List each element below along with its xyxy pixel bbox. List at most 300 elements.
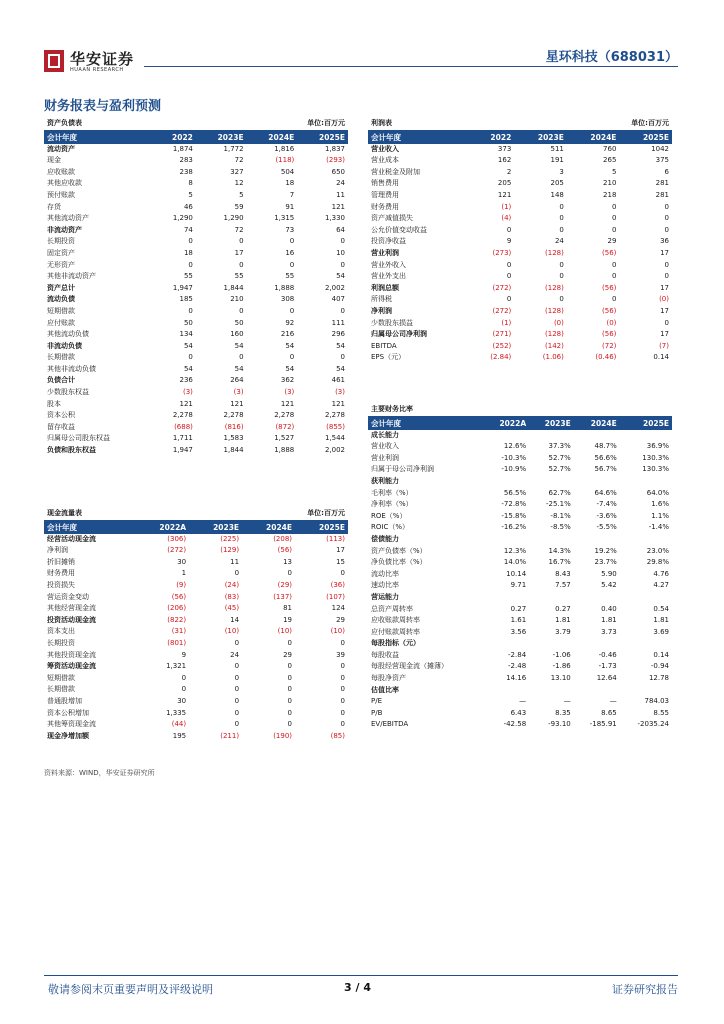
- cell-value: 23.0%: [646, 546, 669, 555]
- cell-value: [484, 638, 530, 650]
- cell-value: 81: [283, 604, 293, 613]
- cell-value: 5: [611, 167, 617, 176]
- cell-value: 74: [183, 225, 193, 234]
- cell-value: 327: [230, 167, 244, 176]
- table-header-row: [44, 130, 348, 144]
- table-unit: 单位:百万元: [242, 508, 348, 520]
- cell-value: 91: [285, 202, 295, 211]
- cell-value: 0: [287, 638, 293, 647]
- row-label: 每股经营现金流（摊薄）: [371, 662, 448, 671]
- table-row: [368, 213, 672, 225]
- cell-value: 30: [177, 696, 187, 705]
- row-label: 净利率（%）: [371, 500, 413, 509]
- table-row: [368, 696, 672, 708]
- cell-value: 11: [230, 557, 240, 566]
- cell-value: 0: [234, 638, 240, 647]
- cell-value: 0: [559, 225, 564, 234]
- cell-value: (293): [326, 156, 345, 165]
- cell-value: (271): [492, 330, 512, 339]
- row-label: 其他非流动资产: [47, 272, 96, 281]
- cell-value: 0: [611, 295, 617, 304]
- cell-value: 784.03: [644, 697, 669, 706]
- cell-value: 64.6%: [594, 488, 617, 497]
- cell-value: [529, 534, 574, 546]
- cell-value: 0: [234, 673, 240, 682]
- cell-value: (128): [545, 248, 564, 257]
- table-row: [44, 318, 348, 330]
- row-label: 其他经营现金流: [47, 604, 96, 613]
- cell-value: 0: [234, 662, 240, 671]
- cell-value: —: [519, 697, 527, 706]
- table-row: [44, 352, 348, 364]
- cell-value: 1,321: [166, 662, 187, 671]
- cell-value: [574, 685, 620, 697]
- cell-value: 121: [331, 399, 345, 408]
- row-label: 存货: [47, 202, 61, 211]
- table-row: [44, 178, 348, 190]
- cell-value: 0.54: [653, 604, 669, 613]
- row-label: 流动资产: [47, 144, 75, 153]
- table-row: [44, 557, 348, 569]
- cell-value: 50: [234, 318, 244, 327]
- table-row: [44, 225, 348, 237]
- row-label: 股本: [47, 399, 61, 408]
- table-row: [44, 399, 348, 411]
- cell-value: 12: [234, 179, 244, 188]
- table-row: [44, 410, 348, 422]
- row-label: 其他流动负债: [47, 330, 89, 339]
- table-row: [368, 488, 672, 500]
- cell-value: 0: [289, 306, 295, 315]
- cell-value: 236: [179, 376, 193, 385]
- cell-value: (190): [273, 731, 293, 740]
- row-label: 营业成本: [371, 156, 399, 165]
- cell-value: 1,844: [223, 283, 244, 292]
- cell-value: (142): [545, 341, 564, 350]
- column-header-year: 2023E: [529, 416, 574, 430]
- cell-value: [574, 430, 620, 442]
- cell-value: 1,290: [223, 214, 244, 223]
- row-label: 财务费用: [47, 569, 75, 578]
- cell-value: 10.14: [506, 569, 527, 578]
- cell-value: [484, 534, 530, 546]
- cell-value: 29.8%: [646, 558, 669, 567]
- cell-value: 650: [331, 167, 345, 176]
- row-label: 无形资产: [47, 260, 75, 269]
- cell-value: 1.61: [510, 616, 527, 625]
- cell-value: 160: [230, 330, 244, 339]
- cell-value: 0: [287, 569, 293, 578]
- table-row: [368, 615, 672, 627]
- column-header-year: 2022A: [484, 416, 530, 430]
- cell-value: 3.79: [555, 627, 571, 636]
- cell-value: (872): [275, 422, 295, 431]
- row-label: 资产负债率（%）: [371, 546, 427, 555]
- cell-value: 1,583: [223, 434, 244, 443]
- row-label: 每股净资产: [371, 674, 406, 683]
- cell-value: (208): [273, 534, 293, 543]
- cell-value: (137): [273, 592, 293, 601]
- table-title-row: [368, 118, 672, 130]
- cell-value: 0: [234, 569, 240, 578]
- table-row: [368, 557, 672, 569]
- cell-value: [484, 592, 530, 604]
- cell-value: 1.81: [555, 616, 571, 625]
- column-header-year: 2024E: [242, 520, 295, 534]
- cell-value: (272): [492, 283, 512, 292]
- cell-value: 29: [283, 650, 293, 659]
- cell-value: 373: [497, 144, 512, 153]
- cell-value: 0: [287, 720, 293, 729]
- row-label: P/E: [371, 697, 383, 706]
- cell-value: 59: [234, 202, 244, 211]
- table-header-row: [368, 130, 672, 144]
- row-label: 资产总计: [47, 283, 75, 292]
- row-label: 利润总额: [371, 283, 399, 292]
- cell-value: 52.7%: [548, 453, 571, 462]
- row-label: 长期投资: [47, 638, 75, 647]
- cell-value: (29): [277, 580, 293, 589]
- cell-value: -15.8%: [501, 511, 527, 520]
- cell-value: 17: [336, 546, 345, 555]
- table-row: [368, 352, 672, 364]
- cell-value: 30: [177, 557, 187, 566]
- table-row: [368, 604, 672, 616]
- row-label: 少数股东损益: [371, 318, 413, 327]
- table-row: [368, 650, 672, 662]
- table-row: [44, 341, 348, 353]
- table-row: [368, 155, 672, 167]
- cell-value: (801): [167, 638, 187, 647]
- cell-value: [620, 638, 672, 650]
- column-header-year: 2024E: [247, 130, 298, 144]
- row-label: 筹资活动现金流: [47, 662, 96, 671]
- table-row: [44, 603, 348, 615]
- cell-value: (273): [492, 248, 512, 257]
- cell-value: 185: [179, 295, 193, 304]
- cell-value: (128): [545, 330, 564, 339]
- row-label: 普通股增加: [47, 696, 82, 705]
- cell-value: 55: [285, 272, 295, 281]
- cell-value: 0: [181, 673, 187, 682]
- row-label: 公允价值变动收益: [371, 225, 427, 234]
- cell-value: (3): [335, 388, 345, 397]
- cell-value: 191: [550, 156, 564, 165]
- cell-value: 308: [280, 295, 295, 304]
- cell-value: 130.3%: [642, 453, 669, 462]
- cell-value: 0: [188, 237, 193, 246]
- cell-value: 1,544: [324, 434, 345, 443]
- cell-value: 6: [664, 167, 669, 176]
- cell-value: 2,278: [172, 411, 193, 420]
- cell-value: 238: [179, 167, 193, 176]
- cell-value: 0: [188, 260, 193, 269]
- cell-value: 19.2%: [594, 546, 617, 555]
- column-header-label: 会计年度: [368, 130, 470, 144]
- cell-value: 121: [280, 399, 295, 408]
- cell-value: 5: [239, 190, 244, 199]
- cell-value: 0: [611, 214, 617, 223]
- cell-value: 296: [331, 330, 345, 339]
- cell-value: [574, 476, 620, 488]
- row-label: 毛利率（%）: [371, 488, 413, 497]
- row-label: 获利能力: [371, 476, 399, 485]
- cell-value: 0: [340, 685, 345, 694]
- cell-value: 17: [660, 306, 669, 315]
- cell-value: (272): [167, 546, 187, 555]
- row-label: 营业外收入: [371, 260, 406, 269]
- row-label: 流动比率: [371, 569, 399, 578]
- cell-value: (0): [606, 318, 617, 327]
- cell-value: (10): [277, 627, 293, 636]
- cell-value: -1.4%: [648, 523, 669, 532]
- cell-value: (306): [167, 534, 187, 543]
- column-header-year: 2025E: [297, 130, 348, 144]
- company-name: 星环科技（688031）: [545, 50, 678, 65]
- row-label: 应收账款周转率: [371, 616, 420, 625]
- cell-value: 511: [550, 144, 564, 153]
- cell-value: (0): [553, 318, 564, 327]
- cell-value: 121: [230, 399, 244, 408]
- column-header-label: 会计年度: [368, 416, 484, 430]
- table-row: [44, 364, 348, 376]
- column-header-year: 2023E: [514, 130, 567, 144]
- cell-value: (822): [167, 615, 187, 624]
- cell-value: 11: [336, 190, 345, 199]
- cell-value: 2: [506, 167, 512, 176]
- cell-value: —: [563, 697, 571, 706]
- row-label: 营业收入: [371, 442, 399, 451]
- table-row: [368, 580, 672, 592]
- cell-value: -42.58: [503, 720, 527, 729]
- cell-value: 0: [340, 260, 345, 269]
- cell-value: 48.7%: [594, 442, 617, 451]
- cell-value: (10): [330, 627, 345, 636]
- cell-value: 0: [611, 260, 617, 269]
- cell-value: (56): [602, 283, 617, 292]
- data-source-note: 资料来源：WIND，华安证券研究所: [44, 769, 155, 777]
- table-row: [44, 213, 348, 225]
- cell-value: (56): [277, 546, 293, 555]
- table-row: [44, 445, 348, 457]
- table-row: [368, 638, 672, 650]
- cell-value: 210: [230, 295, 244, 304]
- cell-value: 52.7%: [548, 465, 571, 474]
- column-header-label: 会计年度: [44, 520, 135, 534]
- table-row: [44, 236, 348, 248]
- cell-value: (113): [326, 534, 345, 543]
- cell-value: 54: [183, 364, 193, 373]
- cell-value: 0: [239, 260, 244, 269]
- cell-value: 1,335: [166, 708, 187, 717]
- cell-value: 281: [655, 179, 669, 188]
- table-row: [368, 522, 672, 534]
- row-label: 流动负债: [47, 295, 75, 304]
- cell-value: 0: [239, 237, 244, 246]
- cell-value: 62.7%: [548, 488, 571, 497]
- cell-value: [574, 534, 620, 546]
- row-label: 长期借款: [47, 353, 75, 362]
- table-row: [44, 387, 348, 399]
- cell-value: [529, 592, 574, 604]
- cell-value: (56): [602, 248, 617, 257]
- cell-value: (225): [220, 534, 240, 543]
- cell-value: [620, 430, 672, 442]
- cell-value: 24: [230, 650, 240, 659]
- table-row: [44, 545, 348, 557]
- footer-report-type: 证券研究报告: [612, 983, 678, 996]
- financial-ratios-table: [368, 404, 672, 731]
- table-row: [368, 430, 672, 442]
- cell-value: 265: [603, 156, 617, 165]
- cell-value: (44): [171, 720, 187, 729]
- table-row: [44, 283, 348, 295]
- row-label: 每股指标（元）: [371, 639, 420, 648]
- cell-value: 3: [559, 167, 564, 176]
- cell-value: 1.81: [653, 616, 669, 625]
- cell-value: 72: [234, 225, 244, 234]
- row-label: 非流动资产: [47, 225, 82, 234]
- row-label: P/B: [371, 708, 383, 717]
- cell-value: 0: [287, 685, 293, 694]
- logo-english: HUAAN RESEARCH: [70, 67, 124, 73]
- cell-value: 0: [611, 202, 617, 211]
- cell-value: 162: [497, 156, 512, 165]
- cell-value: 205: [497, 179, 512, 188]
- row-label: 营业收入: [371, 144, 399, 153]
- cell-value: 0: [340, 569, 345, 578]
- table-row: [44, 248, 348, 260]
- cell-value: (0): [659, 295, 669, 304]
- row-label: 现金: [47, 156, 61, 165]
- cell-value: -1.86: [552, 662, 571, 671]
- cell-value: 2,278: [274, 411, 295, 420]
- cell-value: 7.57: [555, 581, 571, 590]
- cell-value: (206): [167, 604, 187, 613]
- row-label: 预付账款: [47, 190, 75, 199]
- row-label: 长期投资: [47, 237, 75, 246]
- row-label: 估值比率: [371, 685, 399, 694]
- cell-value: 0: [188, 306, 193, 315]
- row-label: 营运资金变动: [47, 592, 89, 601]
- cell-value: (128): [545, 283, 564, 292]
- cell-value: 0: [188, 353, 193, 362]
- table-row: [44, 202, 348, 214]
- cell-value: 1,711: [172, 434, 193, 443]
- row-label: 投资活动现金流: [47, 615, 96, 624]
- cell-value: 0: [239, 306, 244, 315]
- cell-value: 4.27: [653, 581, 669, 590]
- cell-value: 17: [660, 330, 669, 339]
- cell-value: (1): [501, 318, 512, 327]
- cell-value: 264: [230, 376, 244, 385]
- cell-value: 3.69: [653, 627, 669, 636]
- cell-value: -2.84: [508, 650, 527, 659]
- row-label: 资本公积: [47, 411, 75, 420]
- table-row: [44, 638, 348, 650]
- cell-value: 54: [183, 341, 193, 350]
- cell-value: 0: [234, 696, 240, 705]
- cell-value: 0: [289, 237, 295, 246]
- cell-value: 5.42: [601, 581, 617, 590]
- table-title: 现金流量表: [44, 508, 242, 520]
- cell-value: -7.4%: [596, 500, 617, 509]
- cell-value: 14.3%: [548, 546, 571, 555]
- table-row: [368, 236, 672, 248]
- cell-value: 5.90: [601, 569, 617, 578]
- cell-value: 1,888: [274, 283, 295, 292]
- table-row: [44, 534, 348, 546]
- cell-value: 8.35: [555, 708, 571, 717]
- row-label: ROE（%）: [371, 511, 407, 520]
- cell-value: 54: [234, 364, 244, 373]
- table-row: [368, 202, 672, 214]
- table-row: [368, 271, 672, 283]
- cell-value: 0: [559, 260, 564, 269]
- cell-value: 0.40: [601, 604, 617, 613]
- column-header-year: 2025E: [620, 416, 672, 430]
- row-label: 其他流动资产: [47, 214, 89, 223]
- table-row: [368, 511, 672, 523]
- cell-value: 54: [285, 341, 295, 350]
- cell-value: 8: [188, 179, 193, 188]
- cell-value: -0.94: [650, 662, 669, 671]
- table-row: [44, 306, 348, 318]
- row-label: 营运能力: [371, 592, 399, 601]
- table-title: 利润表: [368, 118, 567, 130]
- cell-value: 205: [550, 179, 564, 188]
- cell-value: -2.48: [508, 662, 527, 671]
- table-row: [368, 225, 672, 237]
- cell-value: 0: [506, 260, 512, 269]
- row-label: 其他投资现金流: [47, 650, 96, 659]
- column-header-year: 2022: [153, 130, 196, 144]
- table-row: [44, 568, 348, 580]
- column-header-year: 2025E: [619, 130, 672, 144]
- cell-value: 0: [340, 673, 345, 682]
- table-row: [368, 464, 672, 476]
- cell-value: (688): [174, 422, 193, 431]
- table-row: [44, 580, 348, 592]
- row-label: 应付账款: [47, 318, 75, 327]
- cell-value: (128): [545, 306, 564, 315]
- table-row: [44, 294, 348, 306]
- cell-value: 12.64: [596, 674, 617, 683]
- cell-value: -72.8%: [501, 500, 527, 509]
- cell-value: 54: [336, 364, 345, 373]
- cell-value: 0: [506, 225, 512, 234]
- table-row: [44, 592, 348, 604]
- cell-value: 1,888: [274, 446, 295, 455]
- cell-value: 0: [340, 237, 345, 246]
- table-title: 主要财务比率: [368, 404, 574, 416]
- table-row: [44, 271, 348, 283]
- cell-value: [574, 638, 620, 650]
- cell-value: -93.10: [548, 720, 571, 729]
- column-header-year: 2022A: [135, 520, 189, 534]
- cell-value: 54: [285, 364, 295, 373]
- cell-value: [620, 534, 672, 546]
- row-label: 其他非流动负债: [47, 364, 96, 373]
- table-row: [44, 650, 348, 662]
- cell-value: 0: [234, 708, 240, 717]
- row-label: 短期借款: [47, 673, 75, 682]
- row-label: 每股收益: [371, 650, 399, 659]
- row-label: 资本支出: [47, 627, 75, 636]
- row-label: 速动比率: [371, 581, 399, 590]
- table-row: [368, 329, 672, 341]
- cell-value: [620, 685, 672, 697]
